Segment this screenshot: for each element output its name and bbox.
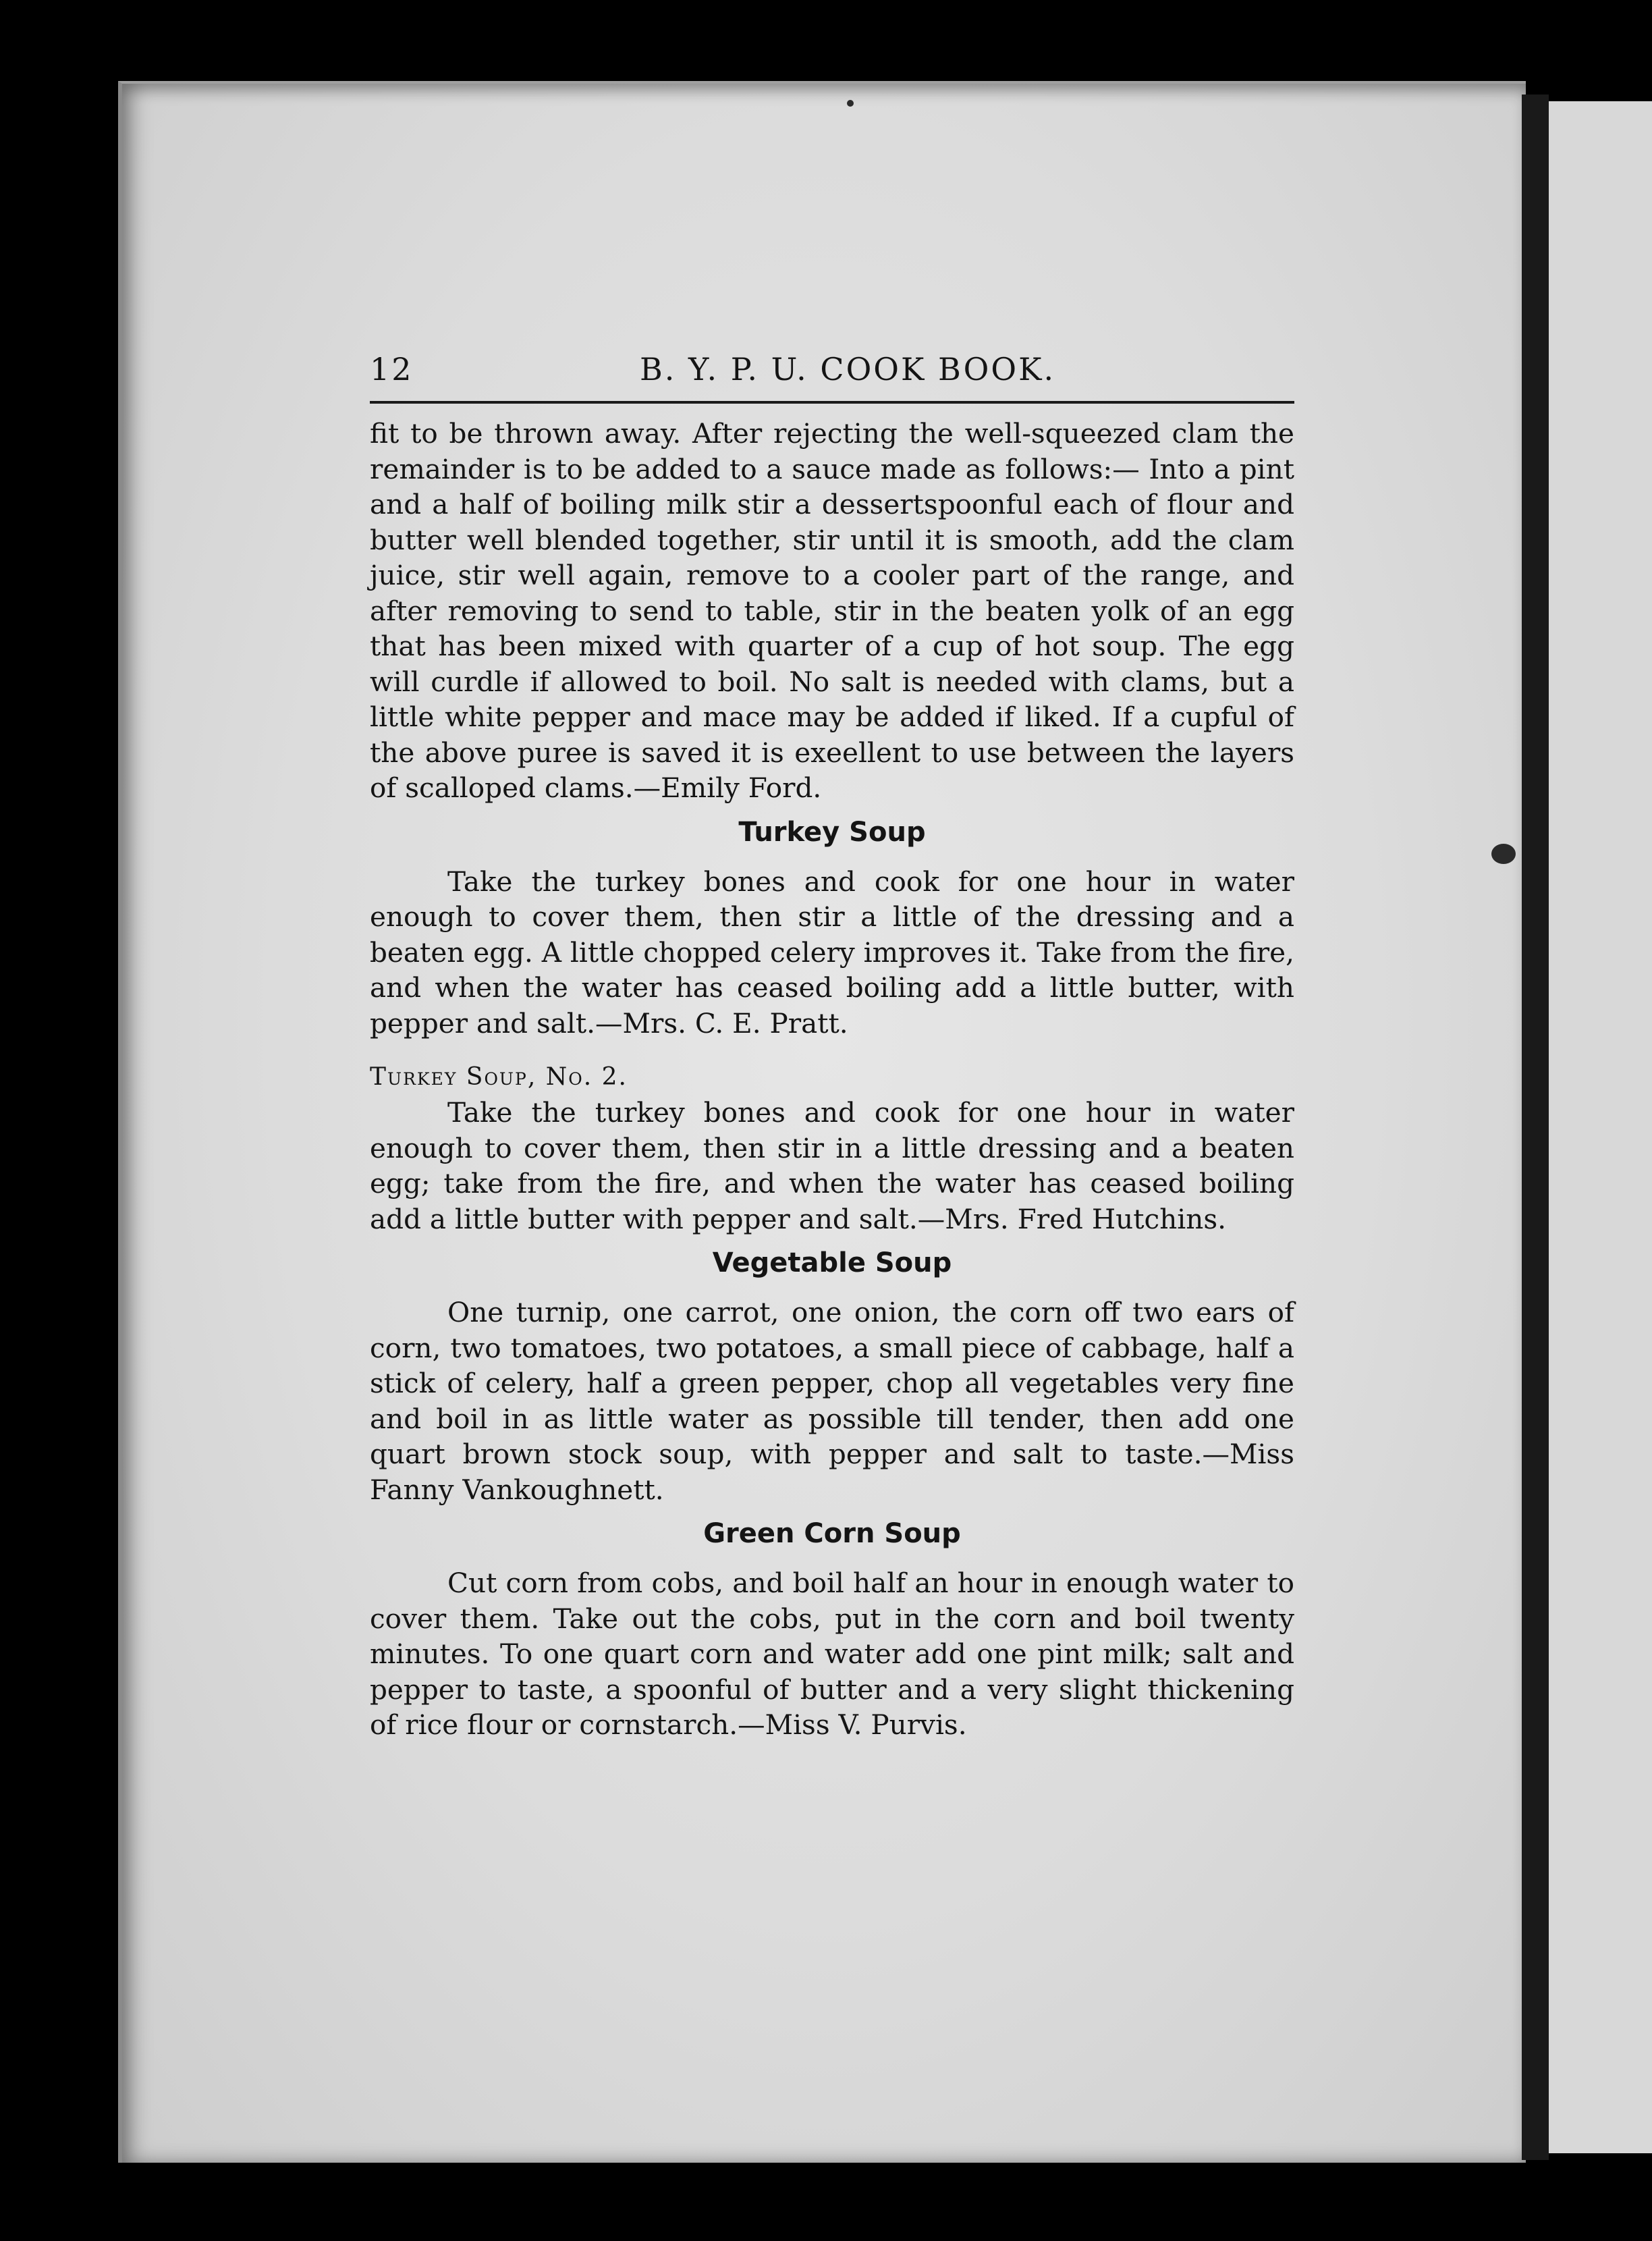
page-number: 12 bbox=[370, 351, 414, 387]
header-rule bbox=[370, 401, 1294, 404]
page-content bbox=[370, 351, 1294, 1743]
ink-blot bbox=[1491, 844, 1516, 864]
turkey-soup-heading: Turkey Soup bbox=[738, 816, 926, 848]
vegetable-soup-recipe: One turnip, one carrot, one onion, the corn off two ears of corn, two tomatoes, two potatoes, a small piece of cabbage, half a stick of celery, half a green pepper, chop all vegetables very fine and boil in as little water as possible till tender, then add one quart brown stock soup, with pepper and salt to taste.—Miss Fanny Vankoughnett. bbox=[370, 1296, 1294, 1506]
running-head: B. Y. P. U. COOK BOOK. bbox=[640, 351, 1056, 387]
ink-speck bbox=[847, 100, 854, 107]
adjacent-page-edge bbox=[1549, 101, 1652, 2153]
turkey-soup-2-heading: Turkey Soup, No. 2. bbox=[370, 1063, 628, 1091]
page-header bbox=[370, 351, 1294, 398]
turkey-soup-recipe: Take the turkey bones and cook for one hour in water enough to cover them, then stir a little of the dressing and a beaten egg. A little chopped celery improves it. Take from the fire, and when the water has ceased boiling add a little butter, with pepper and salt.—Mrs. C. E. Pratt. bbox=[370, 865, 1294, 1040]
vegetable-soup-heading: Vegetable Soup bbox=[712, 1247, 952, 1278]
continuation-paragraph: fit to be thrown away. After rejecting the well-squeezed clam the remainder is to be added to a sauce made as follows:— Into a pint and a half of boiling milk stir a dessertspoonful each of flour and butter well blended together, stir until it is smooth, add the clam juice, stir well again, remove to a cooler part of the range, and after removing to send to table, stir in the beaten yolk of an egg that has been mixed with quarter of a cup of hot soup. The egg will curdle if allowed to boil. No salt is needed with clams, but a little white pepper and mace may be added if liked. If a cupful of the above puree is saved it is exeellent to use between the layers of scalloped clams.—Emily Ford. bbox=[370, 417, 1294, 804]
page-gutter-shadow bbox=[1522, 94, 1549, 2160]
green-corn-soup-heading: Green Corn Soup bbox=[703, 1518, 961, 1549]
green-corn-soup-recipe: Cut corn from cobs, and boil half an hour in enough water to cover them. Take out the cobs, put in the corn and boil twenty minutes. To one quart corn and water add one pint milk; salt and pepper to taste, a spoonful of butter and a very slight thickening of rice flour or cornstarch.—Miss V. Purvis. bbox=[370, 1567, 1294, 1741]
turkey-soup-2-recipe: Take the turkey bones and cook for one hour in water enough to cover them, then stir in a little dressing and a beaten egg; take from the fire, and when the water has ceased boiling add a little butter with pepper and salt.—Mrs. Fred Hutchins. bbox=[370, 1096, 1294, 1235]
